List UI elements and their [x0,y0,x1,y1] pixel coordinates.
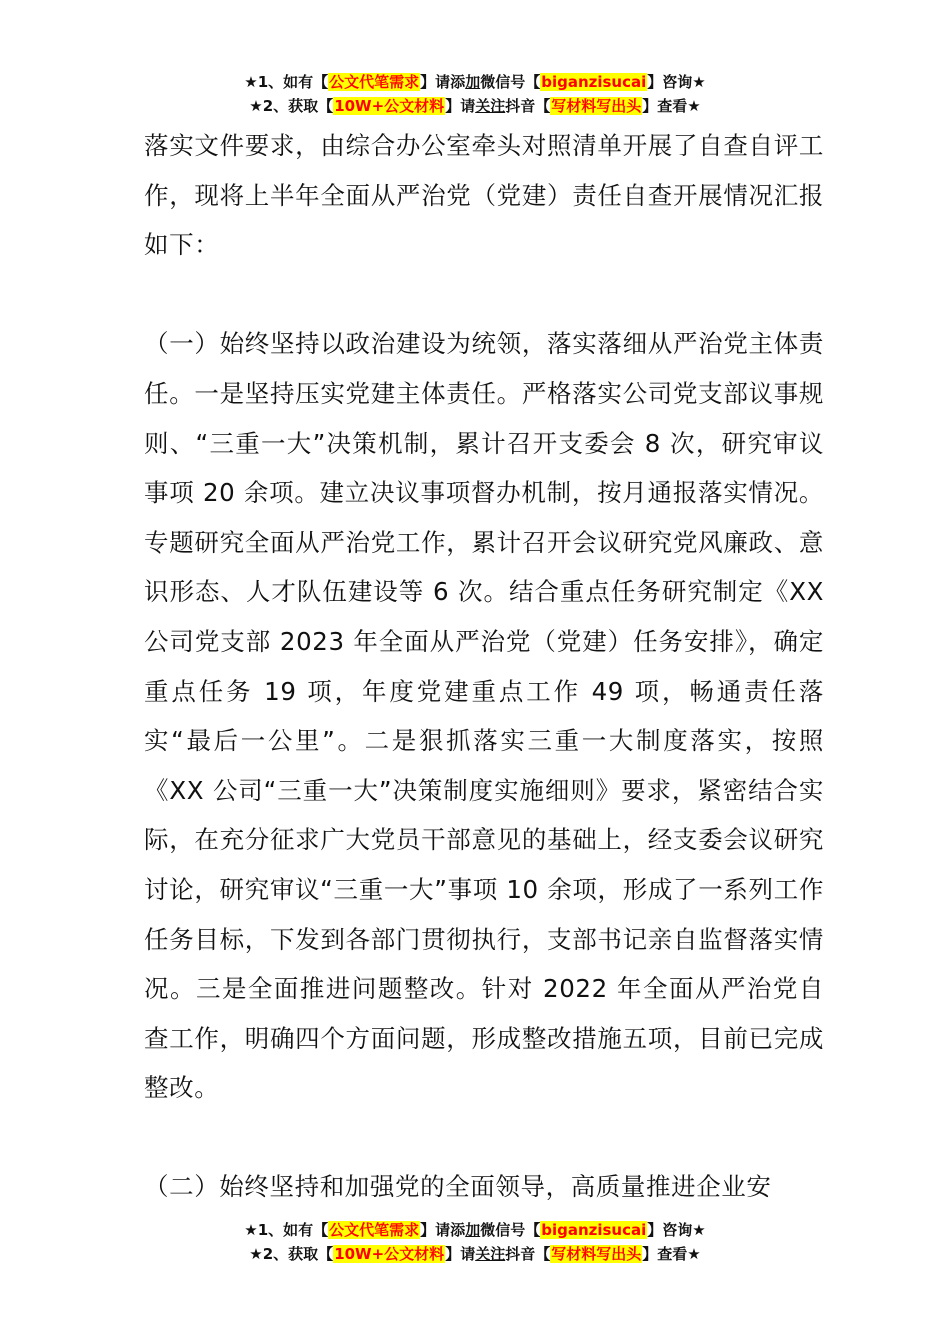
document-body [144,121,824,1212]
header-banner-line-1: ★1、如有【公文代笔需求】请添加微信号【biganzisucai】咨询★ [244,73,706,91]
section-1-paragraph: （一）始终坚持以政治建设为统领，落实落细从严治党主体责任。一是坚持压实党建主体责任。严格落实公司党支部议事规则、“三重一大”决策机制，累计召开支委会 8 次，研究审议事项 20 余项。建立决议事项督办机制，按月通报落实情况。专题研究全面从严治党工作，累计召开会议研究党风廉政、意识形态、人才队伍建设等 6 次。结合重点任务研究制定《XX 公司党支部 2023 年全面从严治党（党建）任务安排》，确定重点任务 19 项，年度党建重点工作 49 项，畅通责任落实“最后一公里”。二是狠抓落实三重一大制度落实，按照《XX 公司“三重一大”决策制度实施细则》要求，紧密结合实际，在充分征求广大党员干部意见的基础上，经支委会议研究讨论，研究审议“三重一大”事项 10 余项，形成了一系列工作任务目标，下发到各部门贯彻执行，支部书记亲自监督落实情况。三是全面推进问题整改。针对 2022 年全面从严治党自查工作，明确四个方面问题，形成整改措施五项，目前已完成整改。 [144,329,824,1103]
highlight-douyin-account: 写材料写出头 [551,97,642,115]
paragraph-spacer [144,270,824,320]
footer-banner [0,1218,950,1266]
intro-paragraph: 落实文件要求，由综合办公室牵头对照清单开展了自查自评工作，现将上半年全面从严治党（党建）责任自查开展情况汇报如下： [144,131,824,260]
footer-banner-line-1: ★1、如有【公文代笔需求】请添加微信号【biganzisucai】咨询★ [244,1221,706,1239]
highlight-materials: 10W+公文材料 [334,97,445,115]
highlight-douyin-account: 写材料写出头 [551,1245,642,1263]
highlight-service: 公文代笔需求 [329,73,420,91]
paragraph-spacer [144,1113,824,1163]
section-2-heading: （二）始终坚持和加强党的全面领导，高质量推进企业安 [144,1172,772,1202]
header-banner-line-2: ★2、获取【10W+公文材料】请关注抖音【写材料写出头】查看★ [249,97,701,115]
footer-banner-line-2: ★2、获取【10W+公文材料】请关注抖音【写材料写出头】查看★ [249,1245,701,1263]
highlight-materials: 10W+公文材料 [334,1245,445,1263]
highlight-wechat-id: biganzisucai [541,1221,647,1239]
header-banner [0,70,950,118]
highlight-service: 公文代笔需求 [329,1221,420,1239]
highlight-wechat-id: biganzisucai [541,73,647,91]
